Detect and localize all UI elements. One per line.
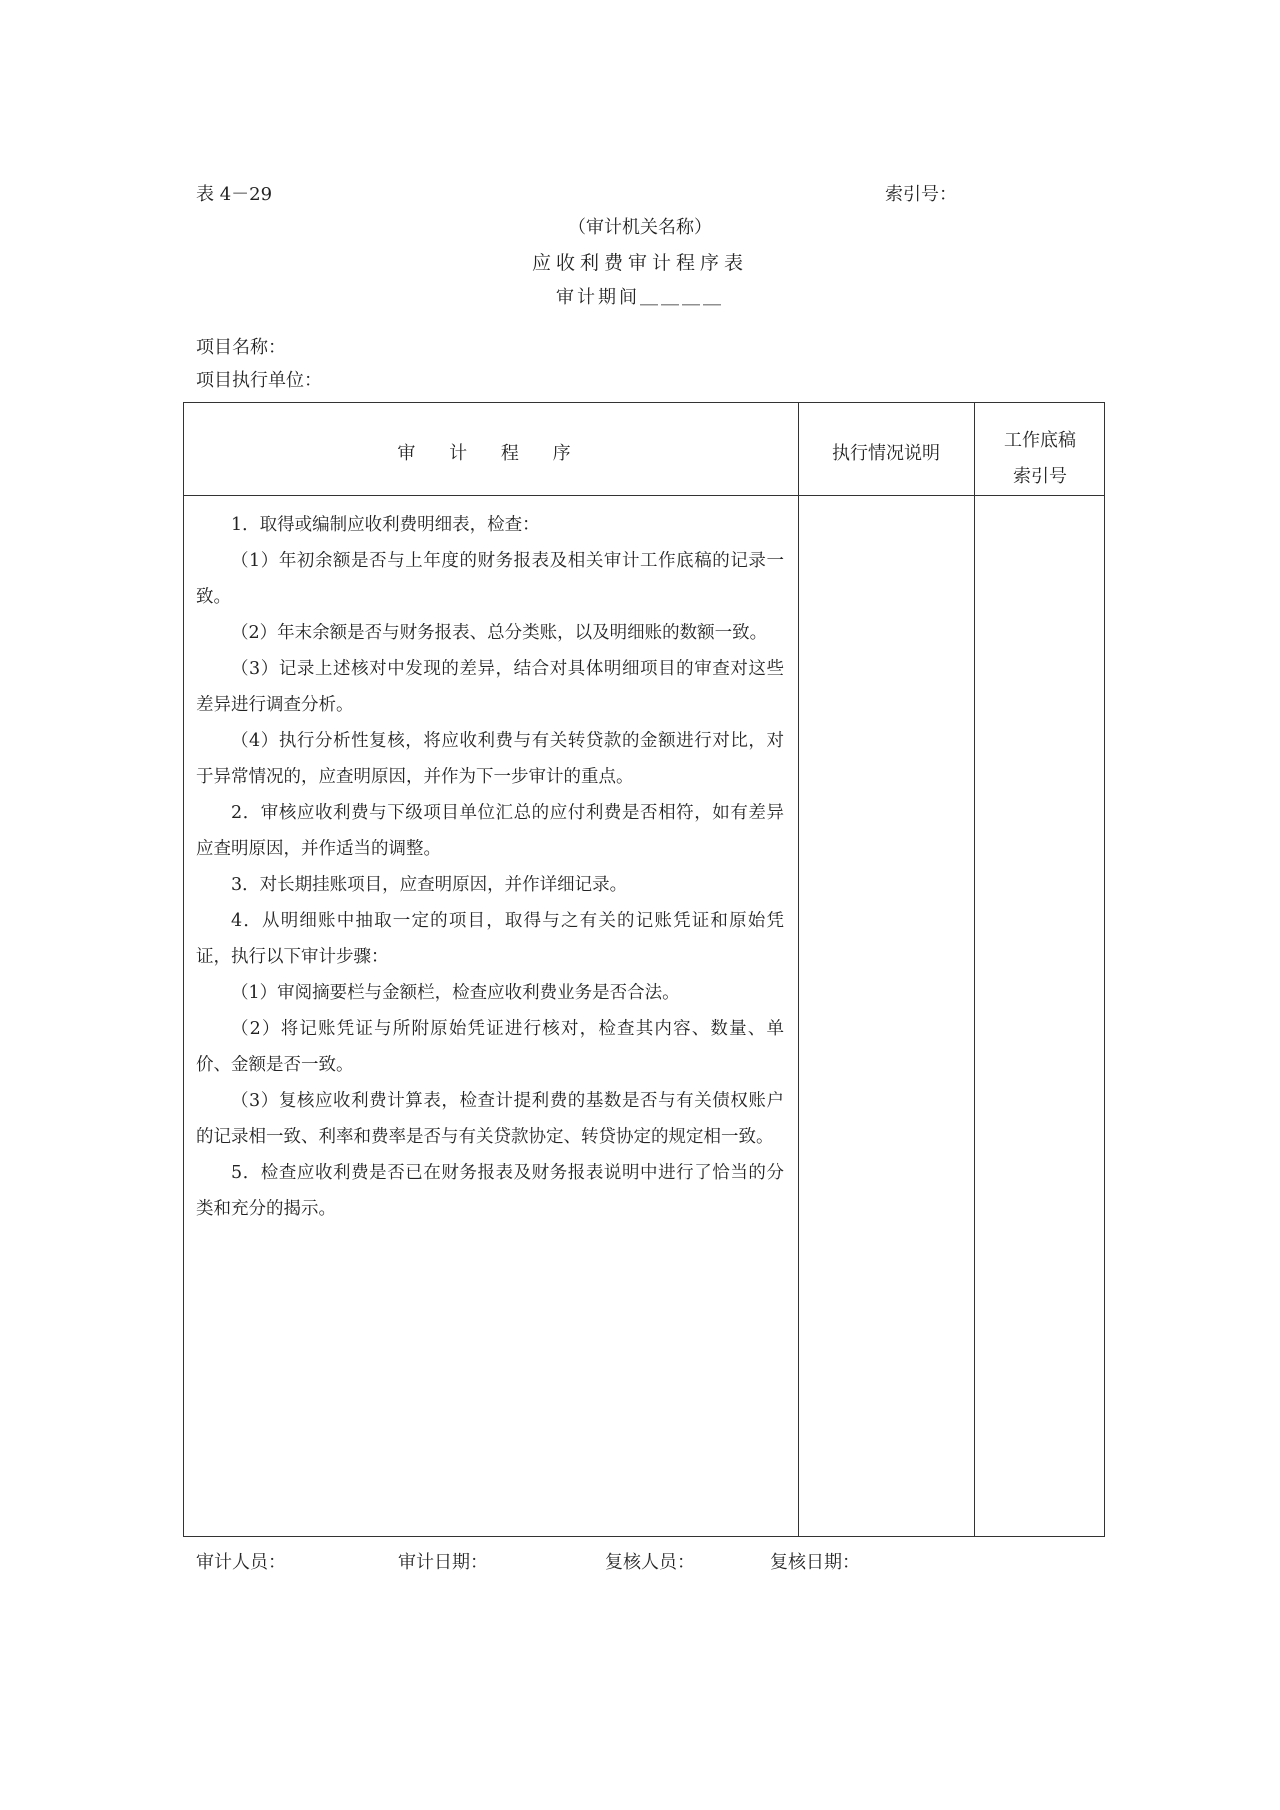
header-divider — [184, 495, 1104, 496]
audit-date-label: 审计日期： — [398, 1552, 488, 1573]
step-item: 4．从明细账中抽取一定的项目，取得与之有关的记账凭证和原始凭证，执行以下审计步骤： — [196, 911, 784, 967]
step-item: 2．审核应收利费与下级项目单位汇总的应付利费是否相符，如有差异应查明原因，并作适当的调整。 — [196, 803, 784, 859]
step-item: （2）年末余额是否与财务报表、总分类账，以及明细账的数额一致。 — [231, 623, 768, 643]
column-divider — [798, 403, 799, 1536]
auditor-label: 审计人员： — [196, 1552, 286, 1573]
project-name-label: 项目名称： — [196, 337, 286, 358]
audit-period: 审计期间＿＿＿＿ — [556, 287, 724, 308]
reviewer-label: 复核人员： — [605, 1552, 695, 1573]
agency-name: （审计机关名称） — [568, 217, 712, 238]
step-item: 1．取得或编制应收利费明细表，检查： — [231, 515, 540, 535]
index-number-label: 索引号： — [885, 184, 957, 205]
column-header-procedure: 审 计 程 序 — [397, 443, 585, 464]
step-item: （4）执行分析性复核，将应收利费与有关转贷款的金额进行对比，对于异常情况的，应查明原因，并作为下一步审计的重点。 — [196, 731, 784, 787]
procedure-steps — [196, 507, 784, 1227]
document-title: 应收利费审计程序表 — [531, 252, 748, 274]
step-item: （2）将记账凭证与所附原始凭证进行核对，检查其内容、数量、单价、金额是否一致。 — [196, 1019, 784, 1075]
project-unit-label: 项目执行单位： — [196, 370, 322, 391]
step-item: （1）审阅摘要栏与金额栏，检查应收利费业务是否合法。 — [231, 983, 680, 1003]
step-item: 5．检查应收利费是否已在财务报表及财务报表说明中进行了恰当的分类和充分的揭示。 — [196, 1163, 784, 1219]
step-item: 3．对长期挂账项目，应查明原因，并作详细记录。 — [231, 875, 628, 895]
step-item: （3）复核应收利费计算表，检查计提利费的基数是否与有关债权账户的记录相一致、利率和费率是否与有关贷款协定、转贷协定的规定相一致。 — [196, 1091, 784, 1147]
column-header-workpaper-line1: 工作底稿 — [1004, 430, 1076, 451]
review-date-label: 复核日期： — [770, 1552, 860, 1573]
step-item: （3）记录上述核对中发现的差异，结合对具体明细项目的审查对这些差异进行调查分析。 — [196, 659, 784, 715]
column-header-execution: 执行情况说明 — [832, 443, 940, 464]
column-header-workpaper-line2: 索引号 — [1013, 466, 1067, 487]
column-header-workpaper — [974, 423, 1106, 495]
step-item: （1）年初余额是否与上年度的财务报表及相关审计工作底稿的记录一致。 — [196, 551, 784, 607]
table-number: 表 4－29 — [196, 184, 273, 205]
audit-procedure-table — [183, 402, 1105, 1537]
column-divider — [974, 403, 975, 1536]
